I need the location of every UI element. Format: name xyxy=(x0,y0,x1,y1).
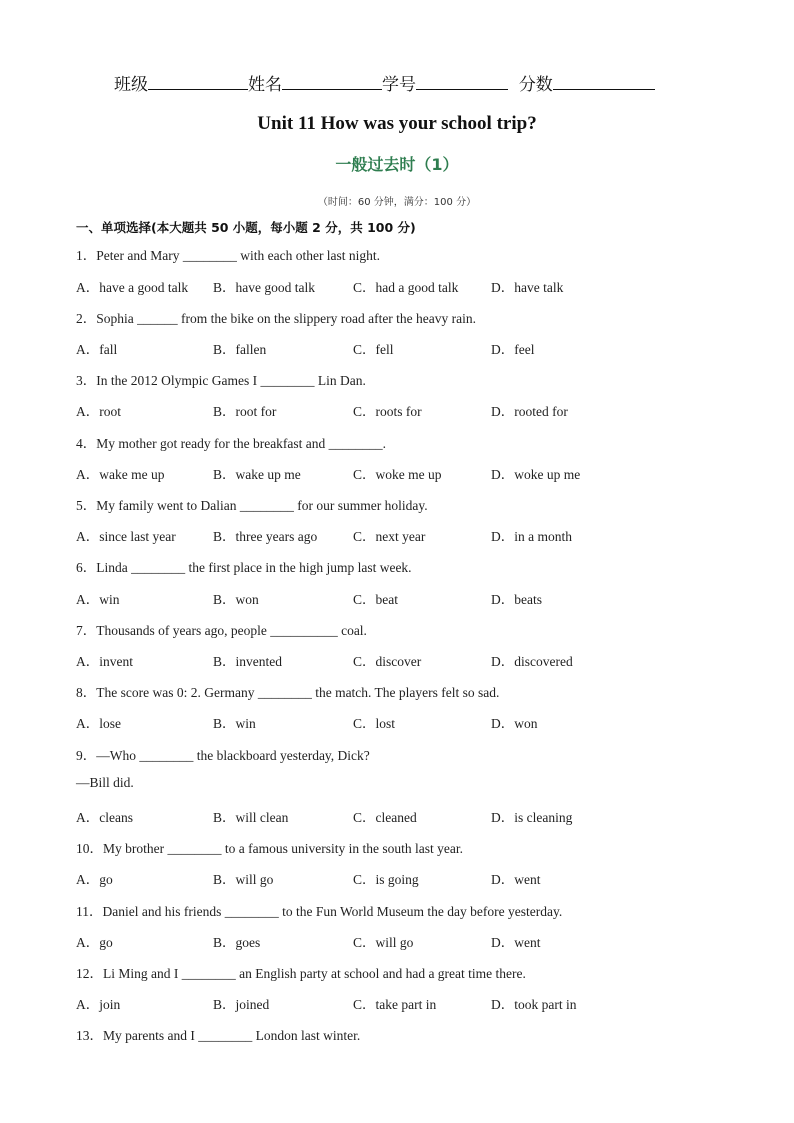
question-stem: 7．Thousands of years ago, people __________ coal. xyxy=(76,623,367,638)
option-a: A．invent xyxy=(76,654,133,669)
option-a: A．cleans xyxy=(76,810,133,825)
option-d: D．is cleaning xyxy=(491,810,573,825)
option-d: D．have talk xyxy=(491,280,564,295)
question-stem: 10．My brother ________ to a famous university in the south last year. xyxy=(76,841,463,856)
question-stem: 4．My mother got ready for the breakfast and ________. xyxy=(76,436,387,451)
option-d: D．feel xyxy=(491,342,535,357)
class-label: 班级 xyxy=(114,75,148,95)
number-blank xyxy=(416,72,508,90)
option-a: A．join xyxy=(76,997,121,1012)
question-stem: 8．The score was 0: 2. Germany ________ the match. The players felt so sad. xyxy=(76,685,500,700)
option-c: C．discover xyxy=(353,654,422,669)
time-info: （时间：60 分钟，满分：100 分） xyxy=(317,197,477,208)
question-stem: 2．Sophia ______ from the bike on the slippery road after the heavy rain. xyxy=(76,311,477,326)
option-b: B．have good talk xyxy=(213,280,315,295)
option-c: C．cleaned xyxy=(353,810,417,825)
option-a: A．fall xyxy=(76,342,118,357)
option-a: A．win xyxy=(76,592,120,607)
option-d: D．in a month xyxy=(491,529,572,544)
question-stem: 13．My parents and I ________ London last winter. xyxy=(76,1028,361,1043)
option-a: A．go xyxy=(76,935,113,950)
worksheet-subtitle: 一般过去时（1） xyxy=(335,155,459,174)
option-c: C．had a good talk xyxy=(353,280,459,295)
option-b: B．three years ago xyxy=(213,529,318,544)
option-c: C．take part in xyxy=(353,997,437,1012)
name-label: 姓名 xyxy=(248,75,282,95)
option-b: B．goes xyxy=(213,935,261,950)
option-d: D．went xyxy=(491,872,541,887)
option-b: B．wake up me xyxy=(213,467,301,482)
worksheet-title: Unit 11 How was your school trip? xyxy=(257,113,537,134)
option-a: A．since last year xyxy=(76,529,176,544)
option-c: C．beat xyxy=(353,592,398,607)
question-answer-line: —Bill did. xyxy=(76,775,134,790)
option-c: C．is going xyxy=(353,872,419,887)
option-c: C．lost xyxy=(353,716,396,731)
section-heading: 一、单项选择(本大题共 50 小题，每小题 2 分，共 100 分) xyxy=(76,220,416,235)
question-stem: 5．My family went to Dalian ________ for our summer holiday. xyxy=(76,498,428,513)
score-blank xyxy=(553,72,655,90)
option-a: A．lose xyxy=(76,716,121,731)
option-d: D．rooted for xyxy=(491,404,568,419)
question-stem: 12．Li Ming and I ________ an English party at school and had a great time there. xyxy=(76,966,526,981)
option-d: D．went xyxy=(491,935,541,950)
option-d: D．beats xyxy=(491,592,542,607)
option-c: C．will go xyxy=(353,935,414,950)
option-b: B．root for xyxy=(213,404,277,419)
option-c: C．next year xyxy=(353,529,426,544)
option-c: C．fell xyxy=(353,342,394,357)
option-a: A．wake me up xyxy=(76,467,165,482)
option-d: D．took part in xyxy=(491,997,577,1012)
score-label: 分数 xyxy=(518,75,553,95)
option-c: C．woke me up xyxy=(353,467,442,482)
question-stem: 1．Peter and Mary ________ with each other last night. xyxy=(76,248,381,263)
option-a: A．root xyxy=(76,404,121,419)
name-blank xyxy=(282,72,382,90)
option-a: A．go xyxy=(76,872,113,887)
question-stem: 9．—Who ________ the blackboard yesterday, Dick? xyxy=(76,748,370,763)
question-stem: 11．Daniel and his friends ________ to the Fun World Museum the day before yesterday. xyxy=(76,904,563,919)
option-b: B．won xyxy=(213,592,259,607)
question-stem: 6．Linda ________ the first place in the high jump last week. xyxy=(76,560,412,575)
student-info-line xyxy=(114,70,714,95)
option-b: B．will clean xyxy=(213,810,289,825)
question-stem: 3．In the 2012 Olympic Games I ________ Lin Dan. xyxy=(76,373,366,388)
class-blank xyxy=(148,72,248,90)
option-d: D．won xyxy=(491,716,538,731)
option-d: D．discovered xyxy=(491,654,573,669)
option-a: A．have a good talk xyxy=(76,280,189,295)
option-b: B．fallen xyxy=(213,342,267,357)
option-d: D．woke up me xyxy=(491,467,581,482)
option-b: B．win xyxy=(213,716,256,731)
option-b: B．joined xyxy=(213,997,270,1012)
option-b: B．invented xyxy=(213,654,282,669)
option-b: B．will go xyxy=(213,872,274,887)
number-label: 学号 xyxy=(382,75,416,95)
option-c: C．roots for xyxy=(353,404,422,419)
